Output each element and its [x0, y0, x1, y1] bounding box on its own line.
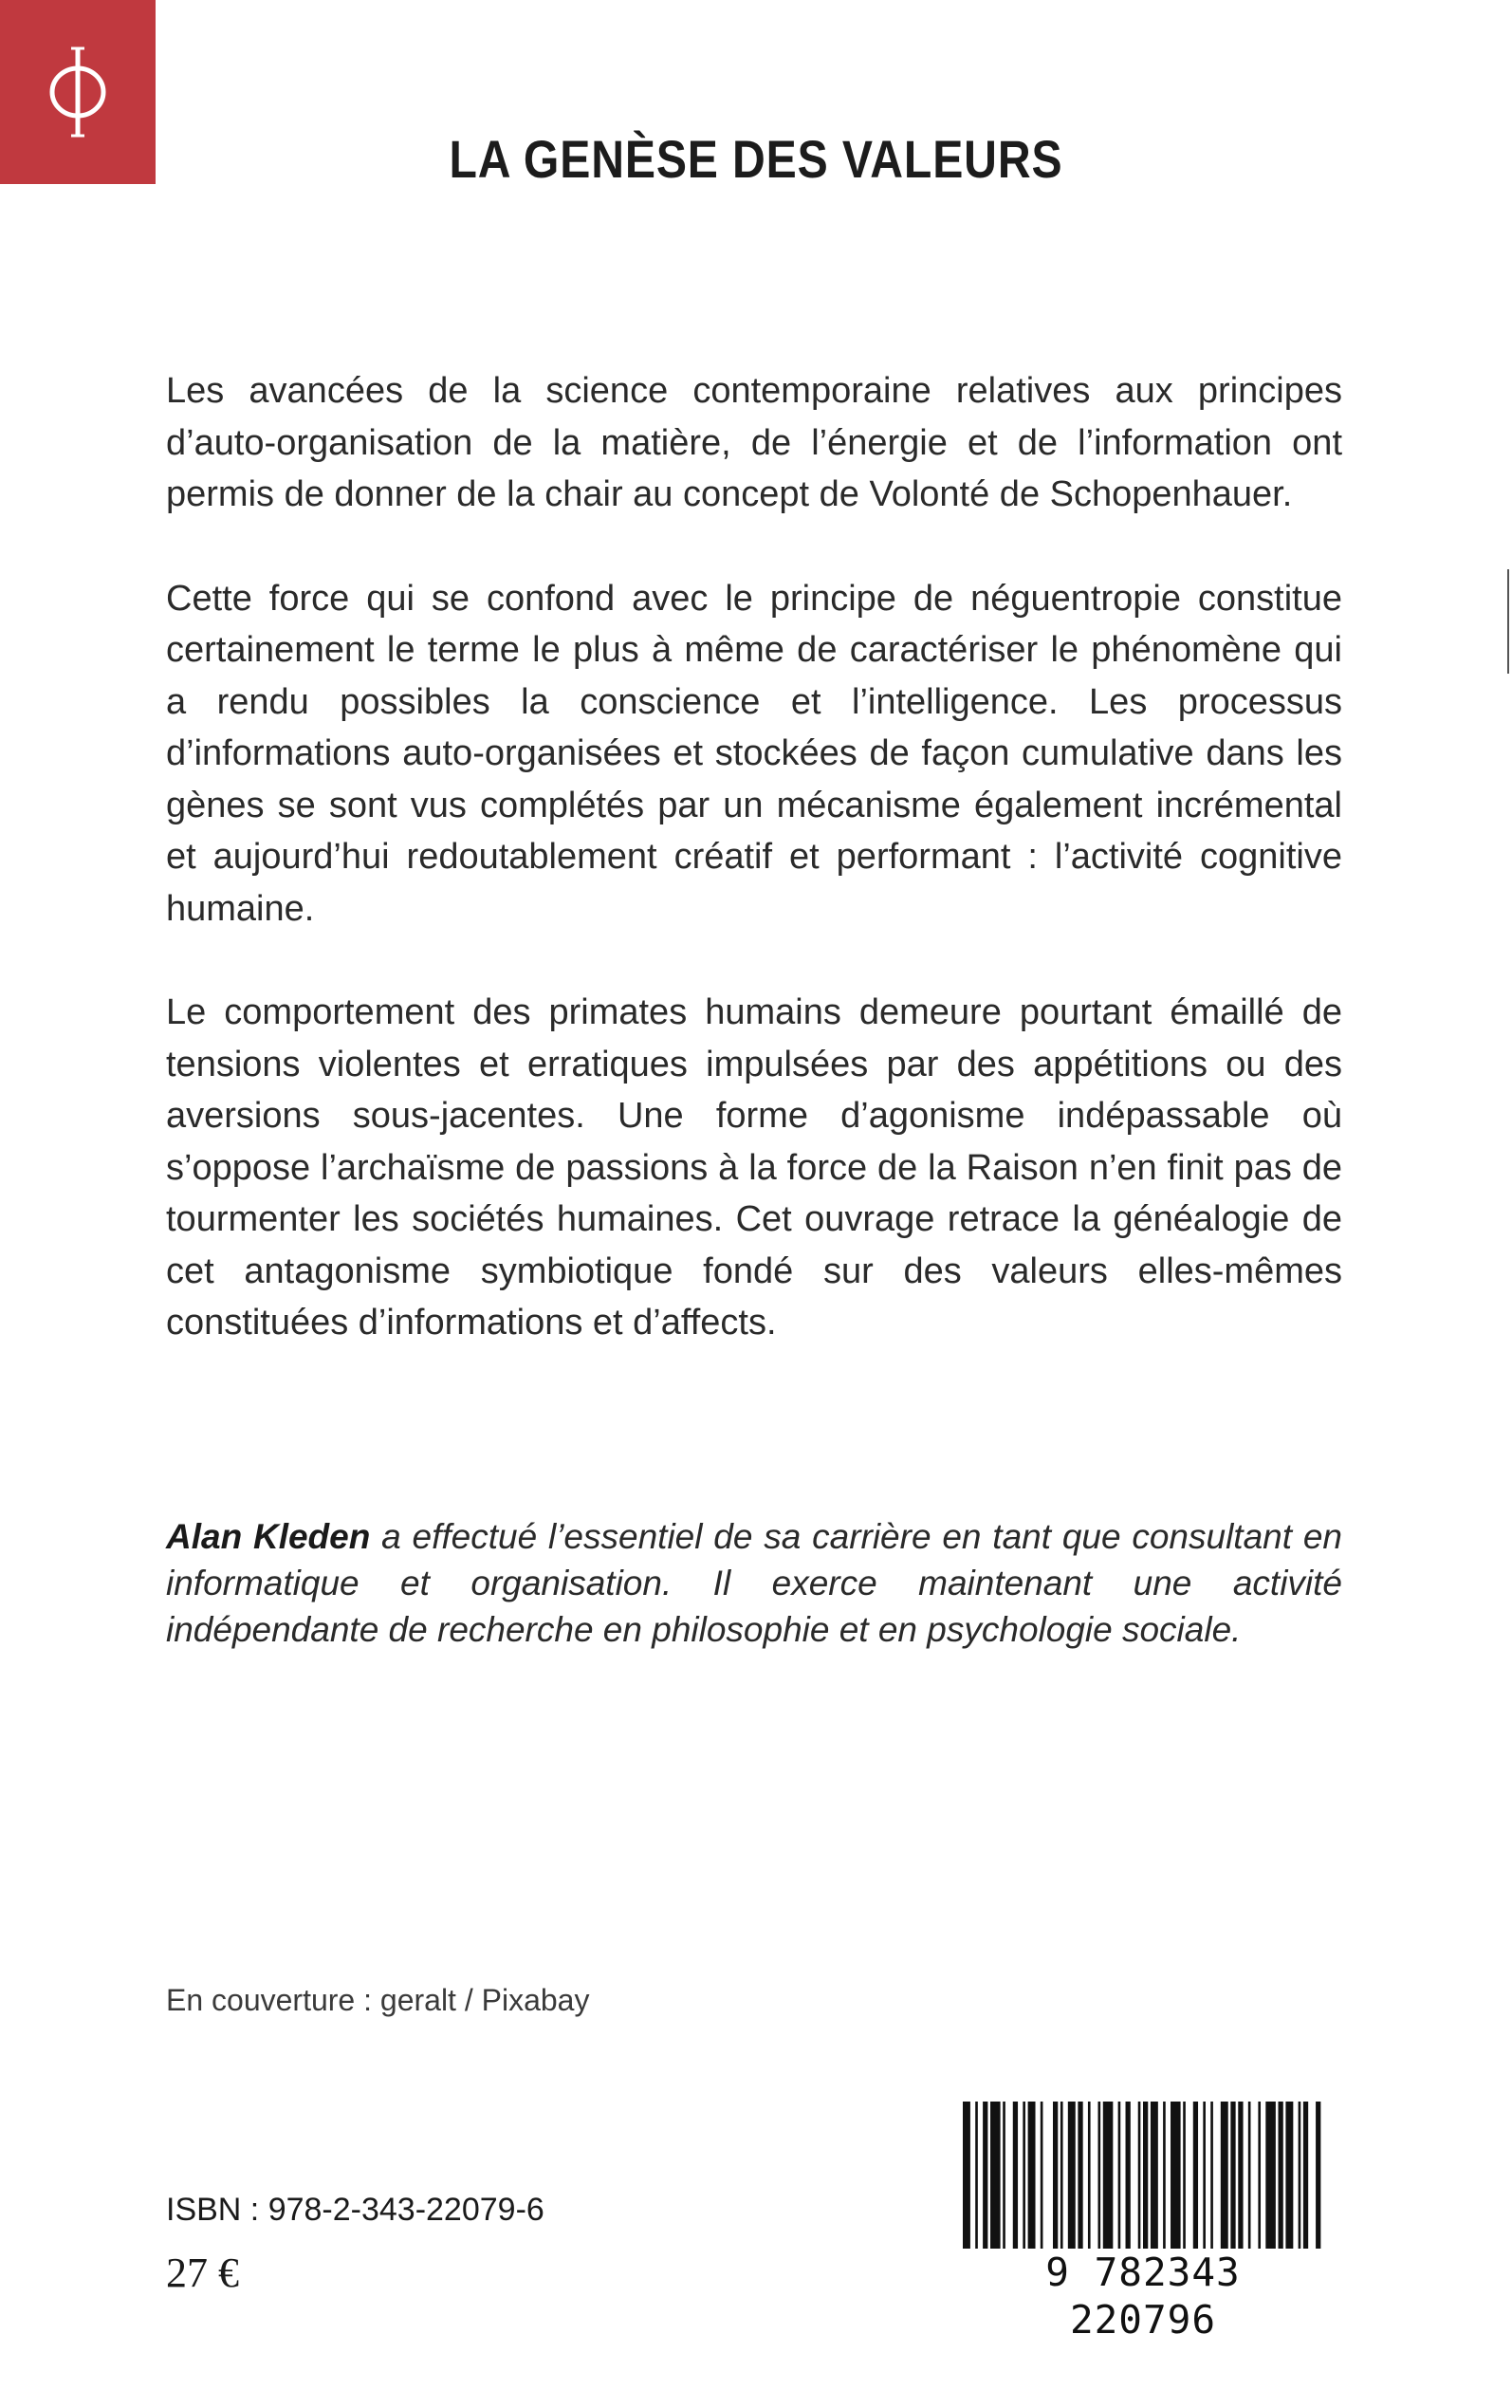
barcode-bar — [1151, 2102, 1158, 2253]
barcode-bar — [975, 2102, 978, 2253]
barcode-bar — [963, 2102, 970, 2253]
barcode-bar — [1183, 2102, 1186, 2253]
barcode-bar — [1103, 2102, 1114, 2253]
barcode-bar — [1193, 2102, 1198, 2253]
barcode-number: 9 782343 220796 — [963, 2249, 1323, 2343]
summary-paragraph-3: Le comportement des primates humains demeure pourtant émaillé de tensions violentes et erratiques impulsées par des appétitions ou des aversions sous-jacentes. Une forme d’agonisme indépassable où s’oppose l’archaïsme de passions à la force de la Raison n’en finit pas de tourmenter les sociétés humaines. Cet ouvrage retrace la généalogie de cet antagonisme symbiotique fondé sur des valeurs elles-mêmes constituées d’informations et d’affects. — [166, 992, 1342, 1343]
barcode-bar — [1221, 2102, 1228, 2253]
barcode-bar — [1098, 2102, 1101, 2253]
barcode-bar — [1285, 2102, 1293, 2253]
barcode-bar — [1143, 2102, 1148, 2253]
barcode-bar — [1299, 2102, 1301, 2253]
barcode-bar — [990, 2102, 1001, 2253]
author-bio-text: a effectué l’essentiel de sa carrière en tant que consultant en informatique et organisation. Il exerce maintenant une activité indépendante de recherche en philosophie et en psychologie sociale. — [166, 1517, 1342, 1649]
barcode-bar — [1279, 2102, 1283, 2253]
barcode-bar — [1238, 2102, 1243, 2253]
price-label: 27 € — [166, 2250, 239, 2296]
barcode-bar — [1163, 2102, 1166, 2253]
barcode-bar — [1068, 2102, 1076, 2253]
barcode-bar — [1003, 2102, 1005, 2253]
barcode-bar — [1041, 2102, 1043, 2253]
barcode-bar — [1210, 2102, 1213, 2253]
isbn-label: ISBN : 978-2-343-22079-6 — [166, 2192, 544, 2228]
edge-mark — [1507, 569, 1509, 674]
barcode-bar — [1316, 2102, 1320, 2253]
author-name: Alan Kleden — [166, 1517, 371, 1556]
barcode-bar — [1248, 2102, 1251, 2253]
barcode-bar — [983, 2102, 987, 2253]
barcode-bar — [1303, 2102, 1308, 2253]
barcode-bar — [1265, 2102, 1276, 2253]
back-cover-summary — [166, 365, 1342, 1401]
cover-credit: En couverture : geralt / Pixabay — [166, 1983, 590, 2017]
barcode-bar — [1028, 2102, 1036, 2253]
barcode-bar — [1171, 2102, 1181, 2253]
barcode-bar — [1230, 2102, 1235, 2253]
barcode-bar — [1126, 2102, 1131, 2253]
barcode-bar — [1258, 2102, 1261, 2253]
phi-logo-icon — [40, 40, 116, 144]
summary-paragraph-1: Les avancées de la science contemporaine relatives aux principes d’auto-organisation de la matière, de l’énergie et de l’information ont permis de donner de la chair au concept de Volonté de Schopenhauer. — [166, 371, 1342, 514]
barcode-bar — [1023, 2102, 1025, 2253]
barcode-bar — [1060, 2102, 1063, 2253]
book-title: LA GENÈSE DES VALEURS — [449, 129, 1063, 189]
barcode-bar — [1088, 2102, 1091, 2253]
barcode-bar — [1078, 2102, 1082, 2253]
barcode-bar — [1118, 2102, 1121, 2253]
author-bio — [166, 1513, 1342, 1653]
barcode-bar — [1138, 2102, 1141, 2253]
barcode-bar — [1053, 2102, 1058, 2253]
barcode-bar — [1203, 2102, 1206, 2253]
summary-paragraph-2: Cette force qui se confond avec le principe de néguentropie constitue certainement le terme le plus à même de caractériser le phénomène qui a rendu possibles la conscience et l’intelligence. Les processus d’informations auto-organisées et stockées de façon cumulative dans les gènes se sont vus complétés par un mécanisme également incrémental et aujourd’hui redoutablement créatif et performant : l’activité cognitive humaine. — [166, 578, 1342, 929]
barcode-bar — [1013, 2102, 1018, 2253]
